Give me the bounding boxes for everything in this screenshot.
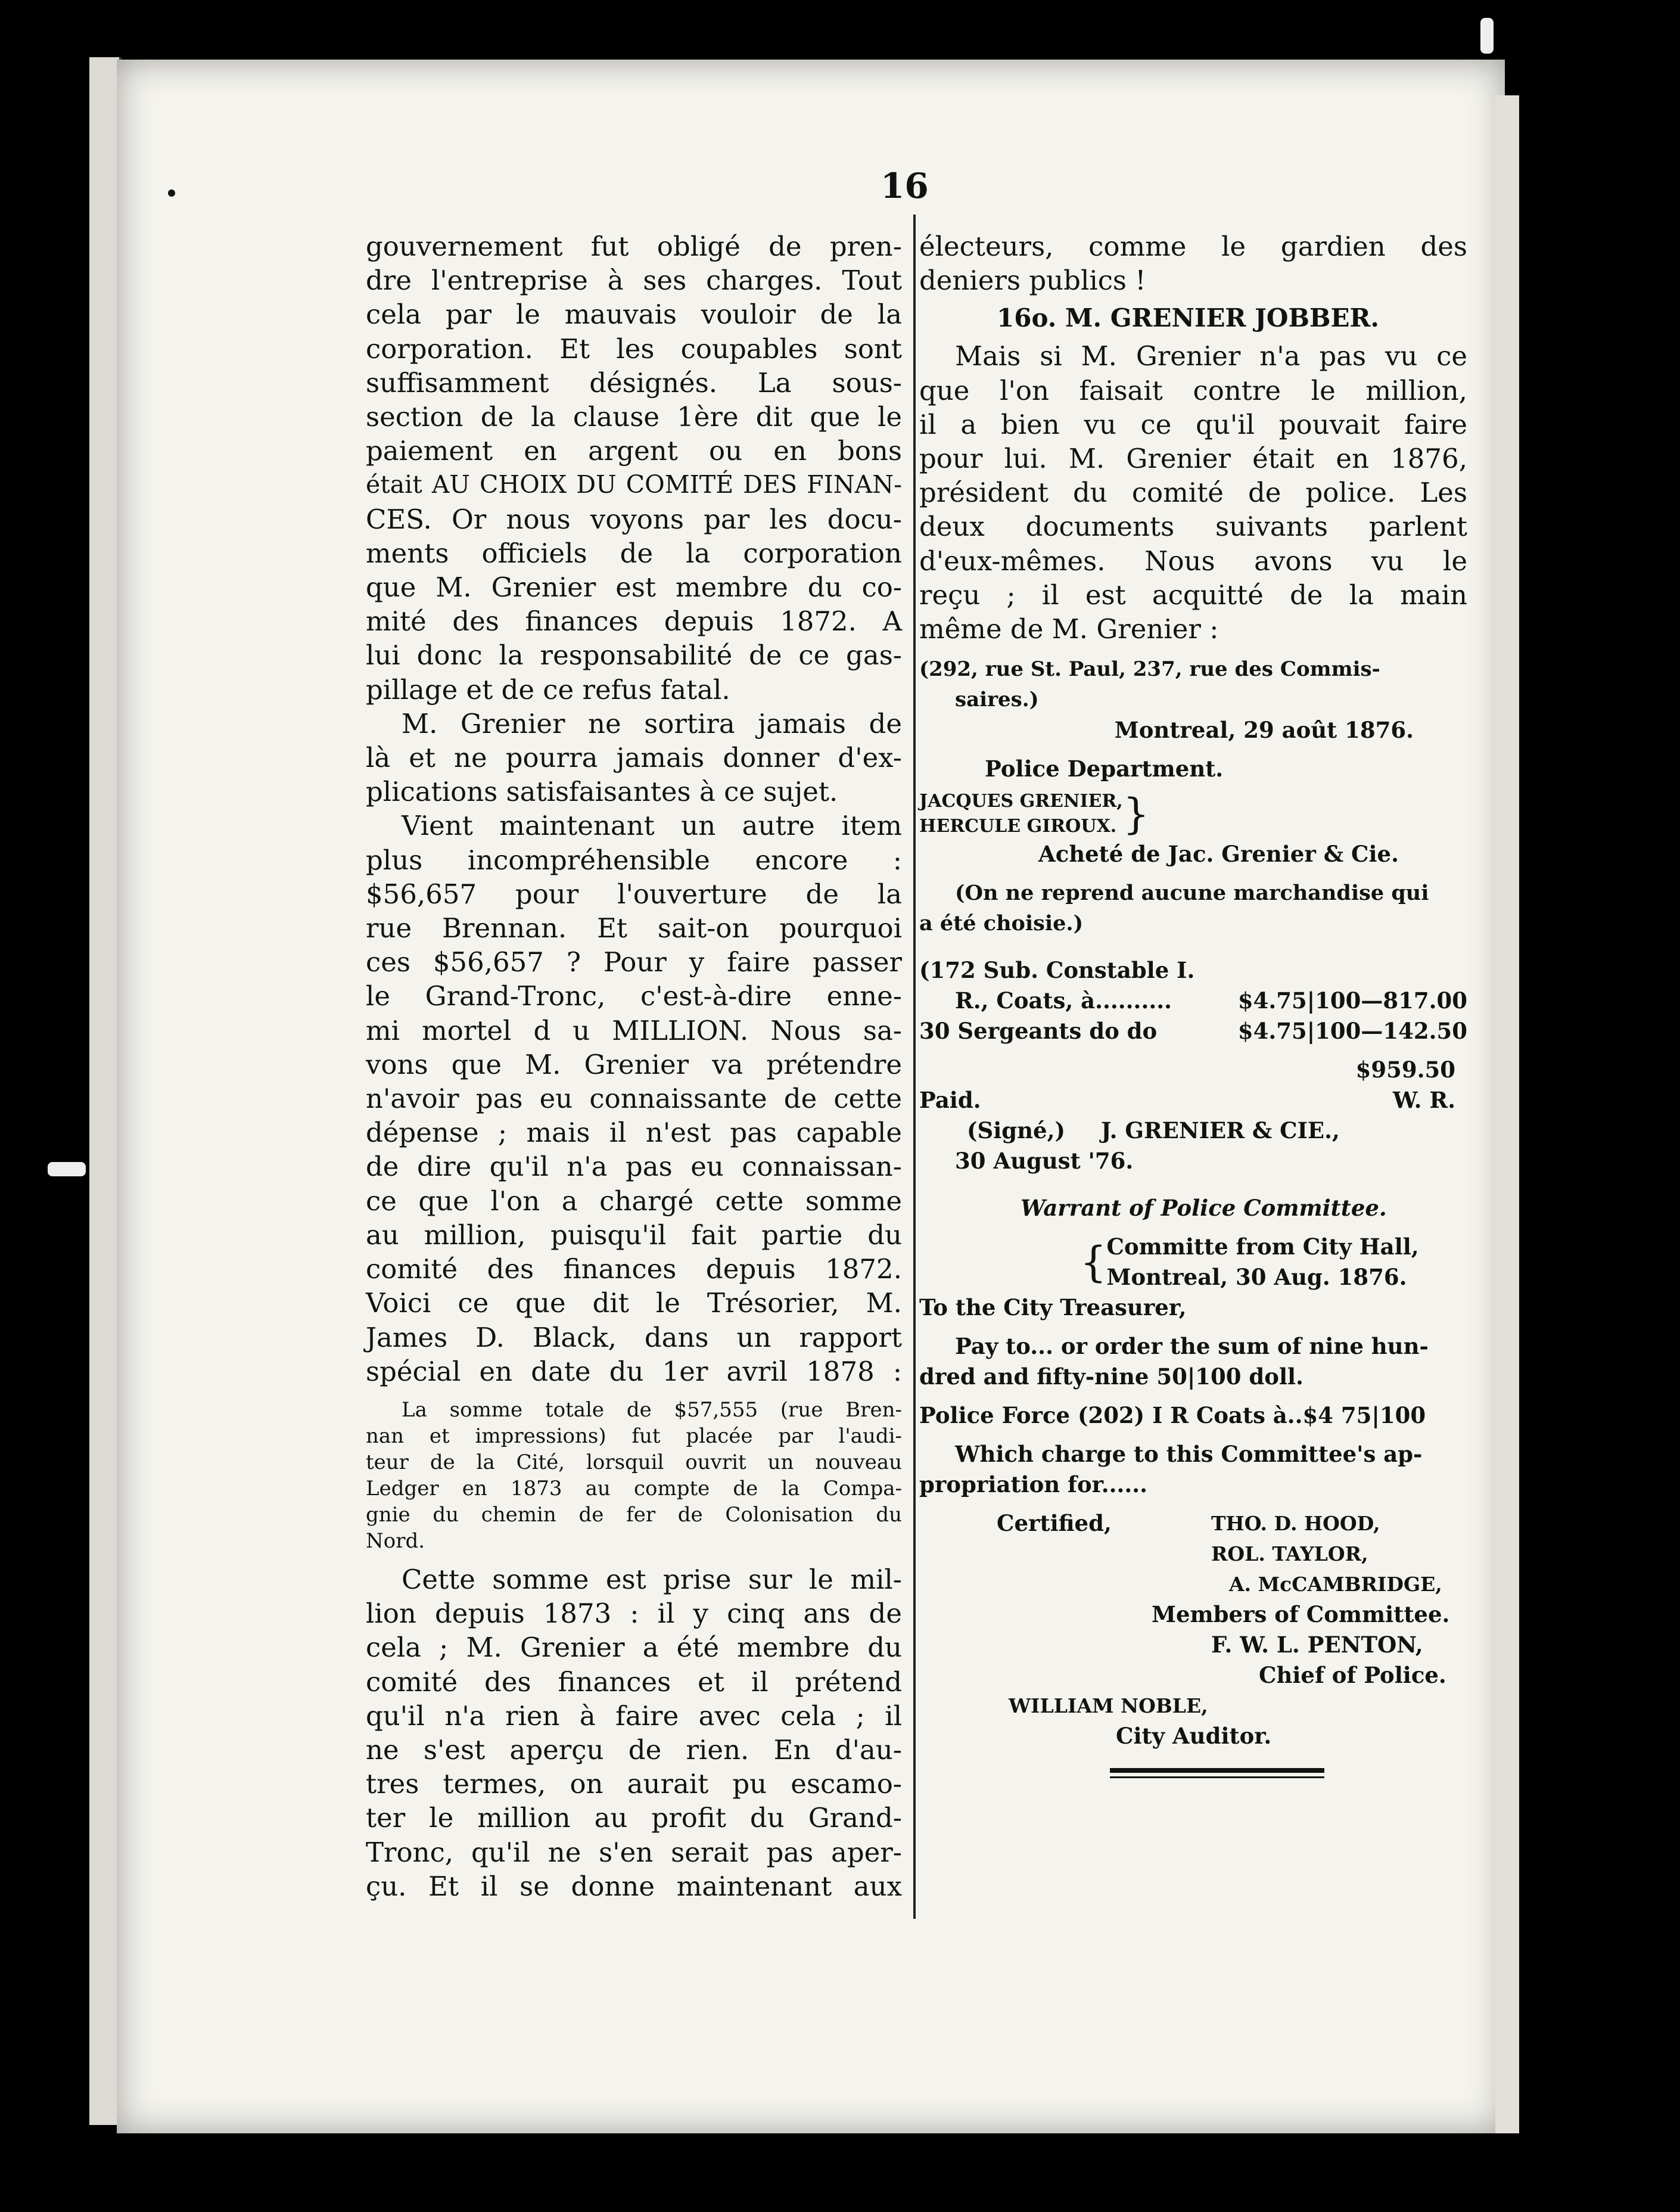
paragraph xyxy=(919,339,1467,646)
warrant-text: Which charge to this Committee's ap- xyxy=(955,1441,1423,1468)
text-line: ments officiels de la corporation xyxy=(366,537,902,569)
receipt-amount: $4.75|100—817.00 xyxy=(1237,987,1467,1014)
text-line: tres termes, on aurait pu escamo- xyxy=(366,1768,902,1800)
quote-line: Nord. xyxy=(366,1528,425,1553)
text-line: cela ; M. Grenier a été membre du xyxy=(366,1632,902,1664)
receipt-item: 30 Sergeants do do xyxy=(919,1018,1158,1045)
text-line: ne s'est aperçu de rien. En d'au- xyxy=(366,1733,902,1766)
committee-member: ROL. TAYLOR, xyxy=(1211,1542,1368,1566)
receipt-names xyxy=(919,789,1467,839)
text-line: même de M. Grenier : xyxy=(919,613,1219,645)
chief-title: Chief of Police. xyxy=(1259,1662,1446,1689)
ink-dot xyxy=(168,189,175,197)
text-line: Mais si M. Grenier n'a pas vu ce xyxy=(955,340,1467,372)
text-line: lion depuis 1873 : il y cinq ans de xyxy=(366,1598,902,1630)
closing-rule xyxy=(1110,1768,1324,1773)
text-line: plications satisfaisantes à ce sujet. xyxy=(366,776,838,808)
warrant xyxy=(919,1193,1467,1778)
text-line: James D. Black, dans un rapport xyxy=(366,1321,902,1353)
receipt-vendor: Acheté de Jac. Grenier & Cie. xyxy=(1038,841,1399,868)
warrant-certified: Certified, xyxy=(997,1510,1112,1537)
quote-line: Ledger en 1873 au compte de la Compa- xyxy=(366,1476,902,1500)
receipt-row xyxy=(919,1085,1467,1116)
page-number: 16 xyxy=(881,166,929,206)
paragraph xyxy=(366,229,902,707)
warrant-text: Police Force (202) I R Coats à..$4 75|100 xyxy=(919,1402,1426,1429)
text-line: $56,657 pour l'ouverture de la xyxy=(366,878,902,910)
quote-line: La somme totale de $57,555 (rue Bren- xyxy=(402,1397,902,1422)
committee-member: A. McCAMBRIDGE, xyxy=(1229,1573,1442,1596)
committee-member: THO. D. HOOD, xyxy=(1211,1512,1380,1536)
text-line: qu'il n'a rien à faire avec cela ; il xyxy=(366,1700,902,1732)
text-line: de dire qu'il n'a pas eu connaissan- xyxy=(366,1151,902,1183)
scan-mark xyxy=(48,1162,86,1176)
text-line: CES. Or nous voyons par les docu- xyxy=(366,503,902,535)
text-line: ter le million au profit du Grand- xyxy=(366,1802,902,1834)
text-line: reçu ; il est acquitté de la main xyxy=(919,579,1467,611)
receipt-item: R., Coats, à.......... xyxy=(955,987,1172,1014)
receipt-row xyxy=(919,1116,1467,1146)
text-line: mité des finances depuis 1872. A xyxy=(366,605,902,638)
warrant-text: propriation for...... xyxy=(919,1471,1148,1498)
warrant-from-line: Montreal, 30 Aug. 1876. xyxy=(1106,1264,1407,1291)
text-line: ce que l'on a chargé cette somme xyxy=(366,1185,902,1217)
receipt-date: Montreal, 29 août 1876. xyxy=(1114,717,1414,744)
receipt-name: JACQUES GRENIER, xyxy=(919,791,1123,812)
receipt-row xyxy=(919,986,1467,1016)
scan-mark xyxy=(1480,18,1494,54)
closing-rule xyxy=(1110,1776,1324,1778)
text-line: mi mortel d u MILLION. Nous sa- xyxy=(366,1014,902,1046)
warrant-certified-row xyxy=(919,1508,1467,1539)
receipt xyxy=(919,654,1467,1176)
receipt-initials: W. R. xyxy=(1392,1087,1455,1114)
receipt-signature-date: 30 August '76. xyxy=(955,1148,1134,1175)
receipt-paid: Paid. xyxy=(919,1087,981,1114)
text-line: le Grand-Tronc, c'est-à-dire enne- xyxy=(366,980,902,1012)
text-line: çu. Et il se donne maintenant aux xyxy=(366,1870,902,1902)
paragraph xyxy=(366,707,902,809)
receipt-notice: (On ne reprend aucune marchandise qui xyxy=(955,881,1429,906)
text-line: président du comité de police. Les xyxy=(919,477,1467,509)
text-line: dre l'entreprise à ses charges. Tout xyxy=(366,265,902,297)
text-line: ces $56,657 ? Pour y faire passer xyxy=(366,946,902,978)
text-line: Voici ce que dit le Trésorier, M. xyxy=(366,1287,902,1319)
receipt-address: saires.) xyxy=(955,688,1039,712)
quotation xyxy=(366,1397,902,1554)
receipt-amount: $4.75|100—142.50 xyxy=(1237,1018,1467,1045)
text-line: cela par le mauvais vouloir de la xyxy=(366,299,902,331)
warrant-title: Warrant of Police Committee. xyxy=(1021,1195,1387,1222)
text-line: corporation. Et les coupables sont xyxy=(366,333,902,365)
warrant-recipient: To the City Treasurer, xyxy=(919,1294,1187,1321)
text-line: d'eux-mêmes. Nous avons vu le xyxy=(919,545,1467,577)
text-line: suffisamment désignés. La sous- xyxy=(366,366,902,399)
quote-line: nan et impressions) fut placée par l'audi- xyxy=(366,1424,902,1448)
receipt-address: (292, rue St. Paul, 237, rue des Commis- xyxy=(919,657,1380,682)
text-line: section de la clause 1ère dit que le xyxy=(366,401,902,433)
warrant-text: Pay to... or order the sum of nine hun- xyxy=(955,1333,1429,1360)
text-line: il a bien vu ce qu'il pouvait faire xyxy=(919,408,1467,440)
text-line: était AU CHOIX DU COMITÉ DES FINAN- xyxy=(366,470,902,499)
text-line: gouvernement fut obligé de pren- xyxy=(366,231,902,262)
text-line: rue Brennan. Et sait-on pourquoi xyxy=(366,912,902,945)
text-line: là et ne pourra jamais donner d'ex- xyxy=(366,742,902,774)
text-line: Vient maintenant un autre item xyxy=(402,810,902,842)
receipt-total: $959.50 xyxy=(1355,1057,1455,1083)
text-line: spécial en date du 1er avril 1878 : xyxy=(366,1355,902,1387)
receipt-notice: a été choisie.) xyxy=(919,911,1084,936)
receipt-signed: (Signé,) xyxy=(967,1117,1065,1144)
text-line: comité des finances depuis 1872. xyxy=(366,1253,902,1285)
text-line: au million, puisqu'il fait partie du xyxy=(366,1219,902,1251)
auditor-title: City Auditor. xyxy=(1116,1723,1272,1750)
text-line: lui donc la responsabilité de ce gas- xyxy=(366,639,902,672)
text-line: électeurs, comme le gardien des xyxy=(919,231,1467,262)
receipt-item: (172 Sub. Constable I. xyxy=(919,957,1195,984)
text-line: M. Grenier ne sortira jamais de xyxy=(402,707,902,740)
right-column xyxy=(919,229,1467,1778)
paragraph xyxy=(366,1562,902,1903)
text-line: plus incompréhensible encore : xyxy=(366,844,902,876)
warrant-text: dred and fifty-nine 50|100 doll. xyxy=(919,1363,1303,1390)
section-heading: 16o. M. GRENIER JOBBER. xyxy=(997,303,1380,333)
text-line: deux documents suivants parlent xyxy=(919,511,1467,543)
receipt-row xyxy=(919,1016,1467,1046)
receipt-department: Police Department. xyxy=(985,756,1224,782)
text-line: pillage et de ce refus fatal. xyxy=(366,673,730,706)
chief-name: F. W. L. PENTON, xyxy=(1211,1632,1423,1658)
warrant-from-line: Committe from City Hall, xyxy=(1106,1234,1419,1260)
text-line: Tronc, qu'il ne s'en serait pas aper- xyxy=(366,1836,902,1868)
receipt-name: HERCULE GIROUX. xyxy=(919,816,1117,837)
text-line: que l'on faisait contre le million, xyxy=(919,374,1467,406)
page-edge-right xyxy=(1495,95,1519,2133)
committee-label: Members of Committee. xyxy=(1152,1601,1450,1628)
auditor-name: WILLIAM NOBLE, xyxy=(1009,1694,1208,1718)
text-line: paiement en argent ou en bons xyxy=(366,435,902,467)
brace-glyph: } xyxy=(1122,790,1150,839)
text-line: dépense ; mais il n'est pas capable xyxy=(366,1117,902,1149)
column-divider xyxy=(913,215,916,1919)
text-line: Cette somme est prise sur le mil- xyxy=(402,1563,902,1595)
paragraph xyxy=(366,809,902,1388)
text-line: comité des finances et il prétend xyxy=(366,1666,902,1698)
text-line: vons que M. Grenier va prétendre xyxy=(366,1048,902,1080)
text-line: n'avoir pas eu connaissante de cette xyxy=(366,1083,902,1115)
text-line: pour lui. M. Grenier était en 1876, xyxy=(919,443,1467,475)
receipt-signer: J. GRENIER & CIE., xyxy=(1100,1117,1340,1144)
quote-line: gnie du chemin de fer de Colonisation du xyxy=(366,1502,902,1527)
warrant-from xyxy=(919,1232,1467,1293)
text-line: deniers publics ! xyxy=(919,265,1146,297)
brace-glyph: { xyxy=(1080,1238,1107,1287)
text-line: que M. Grenier est membre du co- xyxy=(366,571,902,604)
quote-line: teur de la Cité, lorsquil ouvrit un nouveau xyxy=(366,1450,902,1474)
left-column xyxy=(366,229,902,1903)
